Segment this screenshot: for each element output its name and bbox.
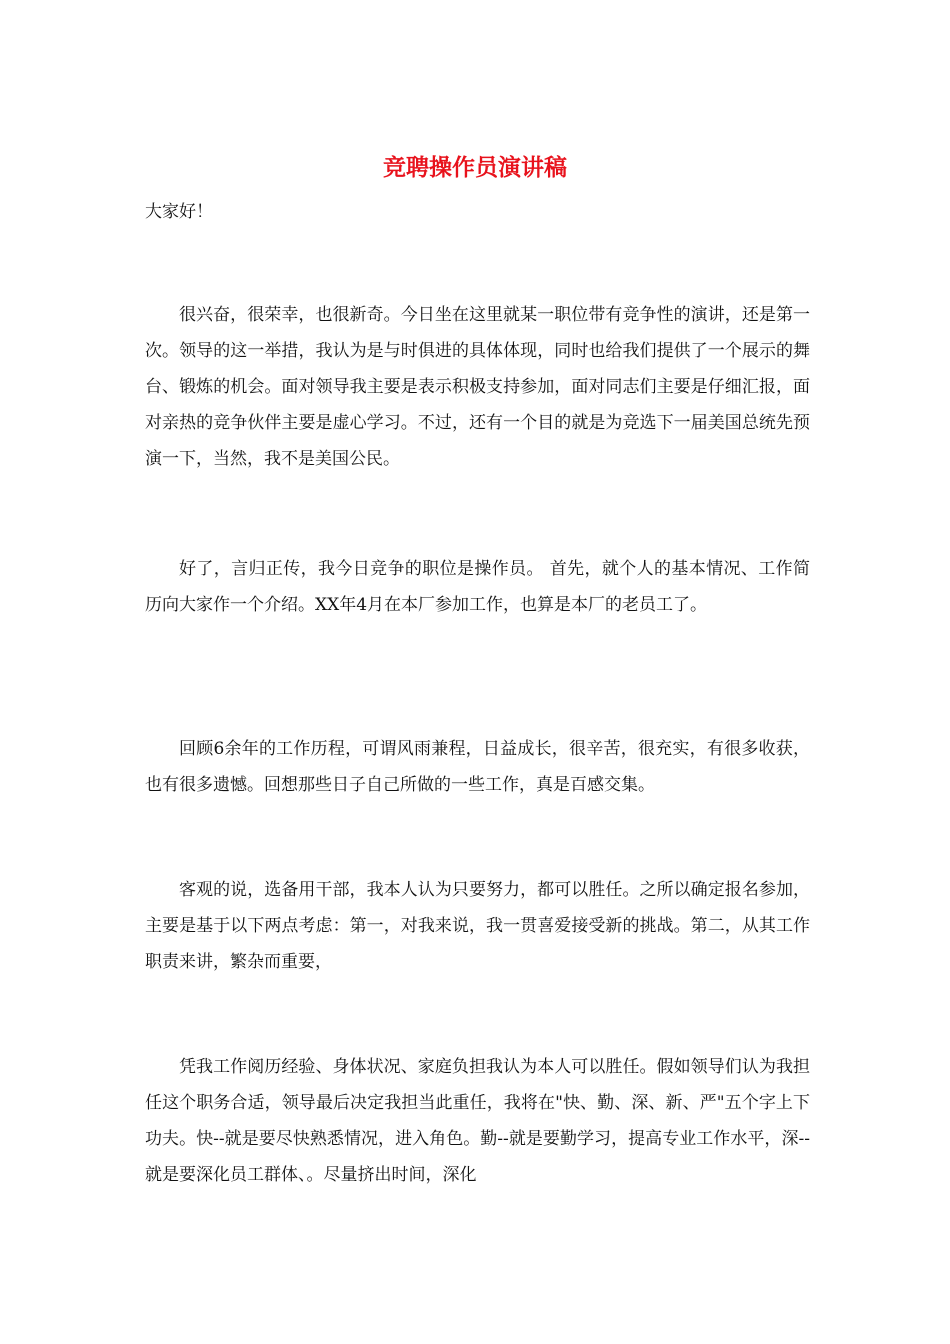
body-paragraph: 凭我工作阅历经验、身体状况、家庭负担我认为本人可以胜任。假如领导们认为我担任这个职务合适，领导最后决定我担当此重任，我将在"快、勤、深、新、严"五个字上下功夫。快--就是要尽快熟悉情况，进入角色。勤--就是要勤学习，提高专业工作水平，深--就是要深化员工群体、。尽量挤出时间，深化: [145, 1057, 810, 1185]
greeting-line: 大家好！: [145, 202, 213, 222]
body-paragraph: 很兴奋，很荣幸，也很新奇。今日坐在这里就某一职位带有竞争性的演讲，还是第一次。领导的这一举措，我认为是与时俱进的具体体现，同时也给我们提供了一个展示的舞台、锻炼的机会。面对领导我主要是表示积极支持参加，面对同志们主要是仔细汇报，面对亲热的竞争伙伴主要是虚心学习。不过，还有一个目的就是为竞选下一届美国总统先预演一下，当然，我不是美国公民。: [145, 305, 810, 469]
document-title: 竞聘操作员演讲稿: [383, 154, 567, 181]
body-paragraph: 客观的说，选备用干部，我本人认为只要努力，都可以胜任。之所以确定报名参加，主要是基于以下两点考虑：第一，对我来说，我一贯喜爱接受新的挑战。第二，从其工作职责来讲，繁杂而重要，: [145, 880, 810, 972]
body-paragraph: 好了，言归正传，我今日竞争的职位是操作员。 首先，就个人的基本情况、工作简历向大家作一个介绍。XX年4月在本厂参加工作，也算是本厂的老员工了。: [145, 559, 810, 615]
body-paragraph: 回顾6余年的工作历程，可谓风雨兼程，日益成长，很辛苦，很充实，有很多收获，也有很多遗憾。回想那些日子自己所做的一些工作，真是百感交集。: [145, 739, 810, 795]
